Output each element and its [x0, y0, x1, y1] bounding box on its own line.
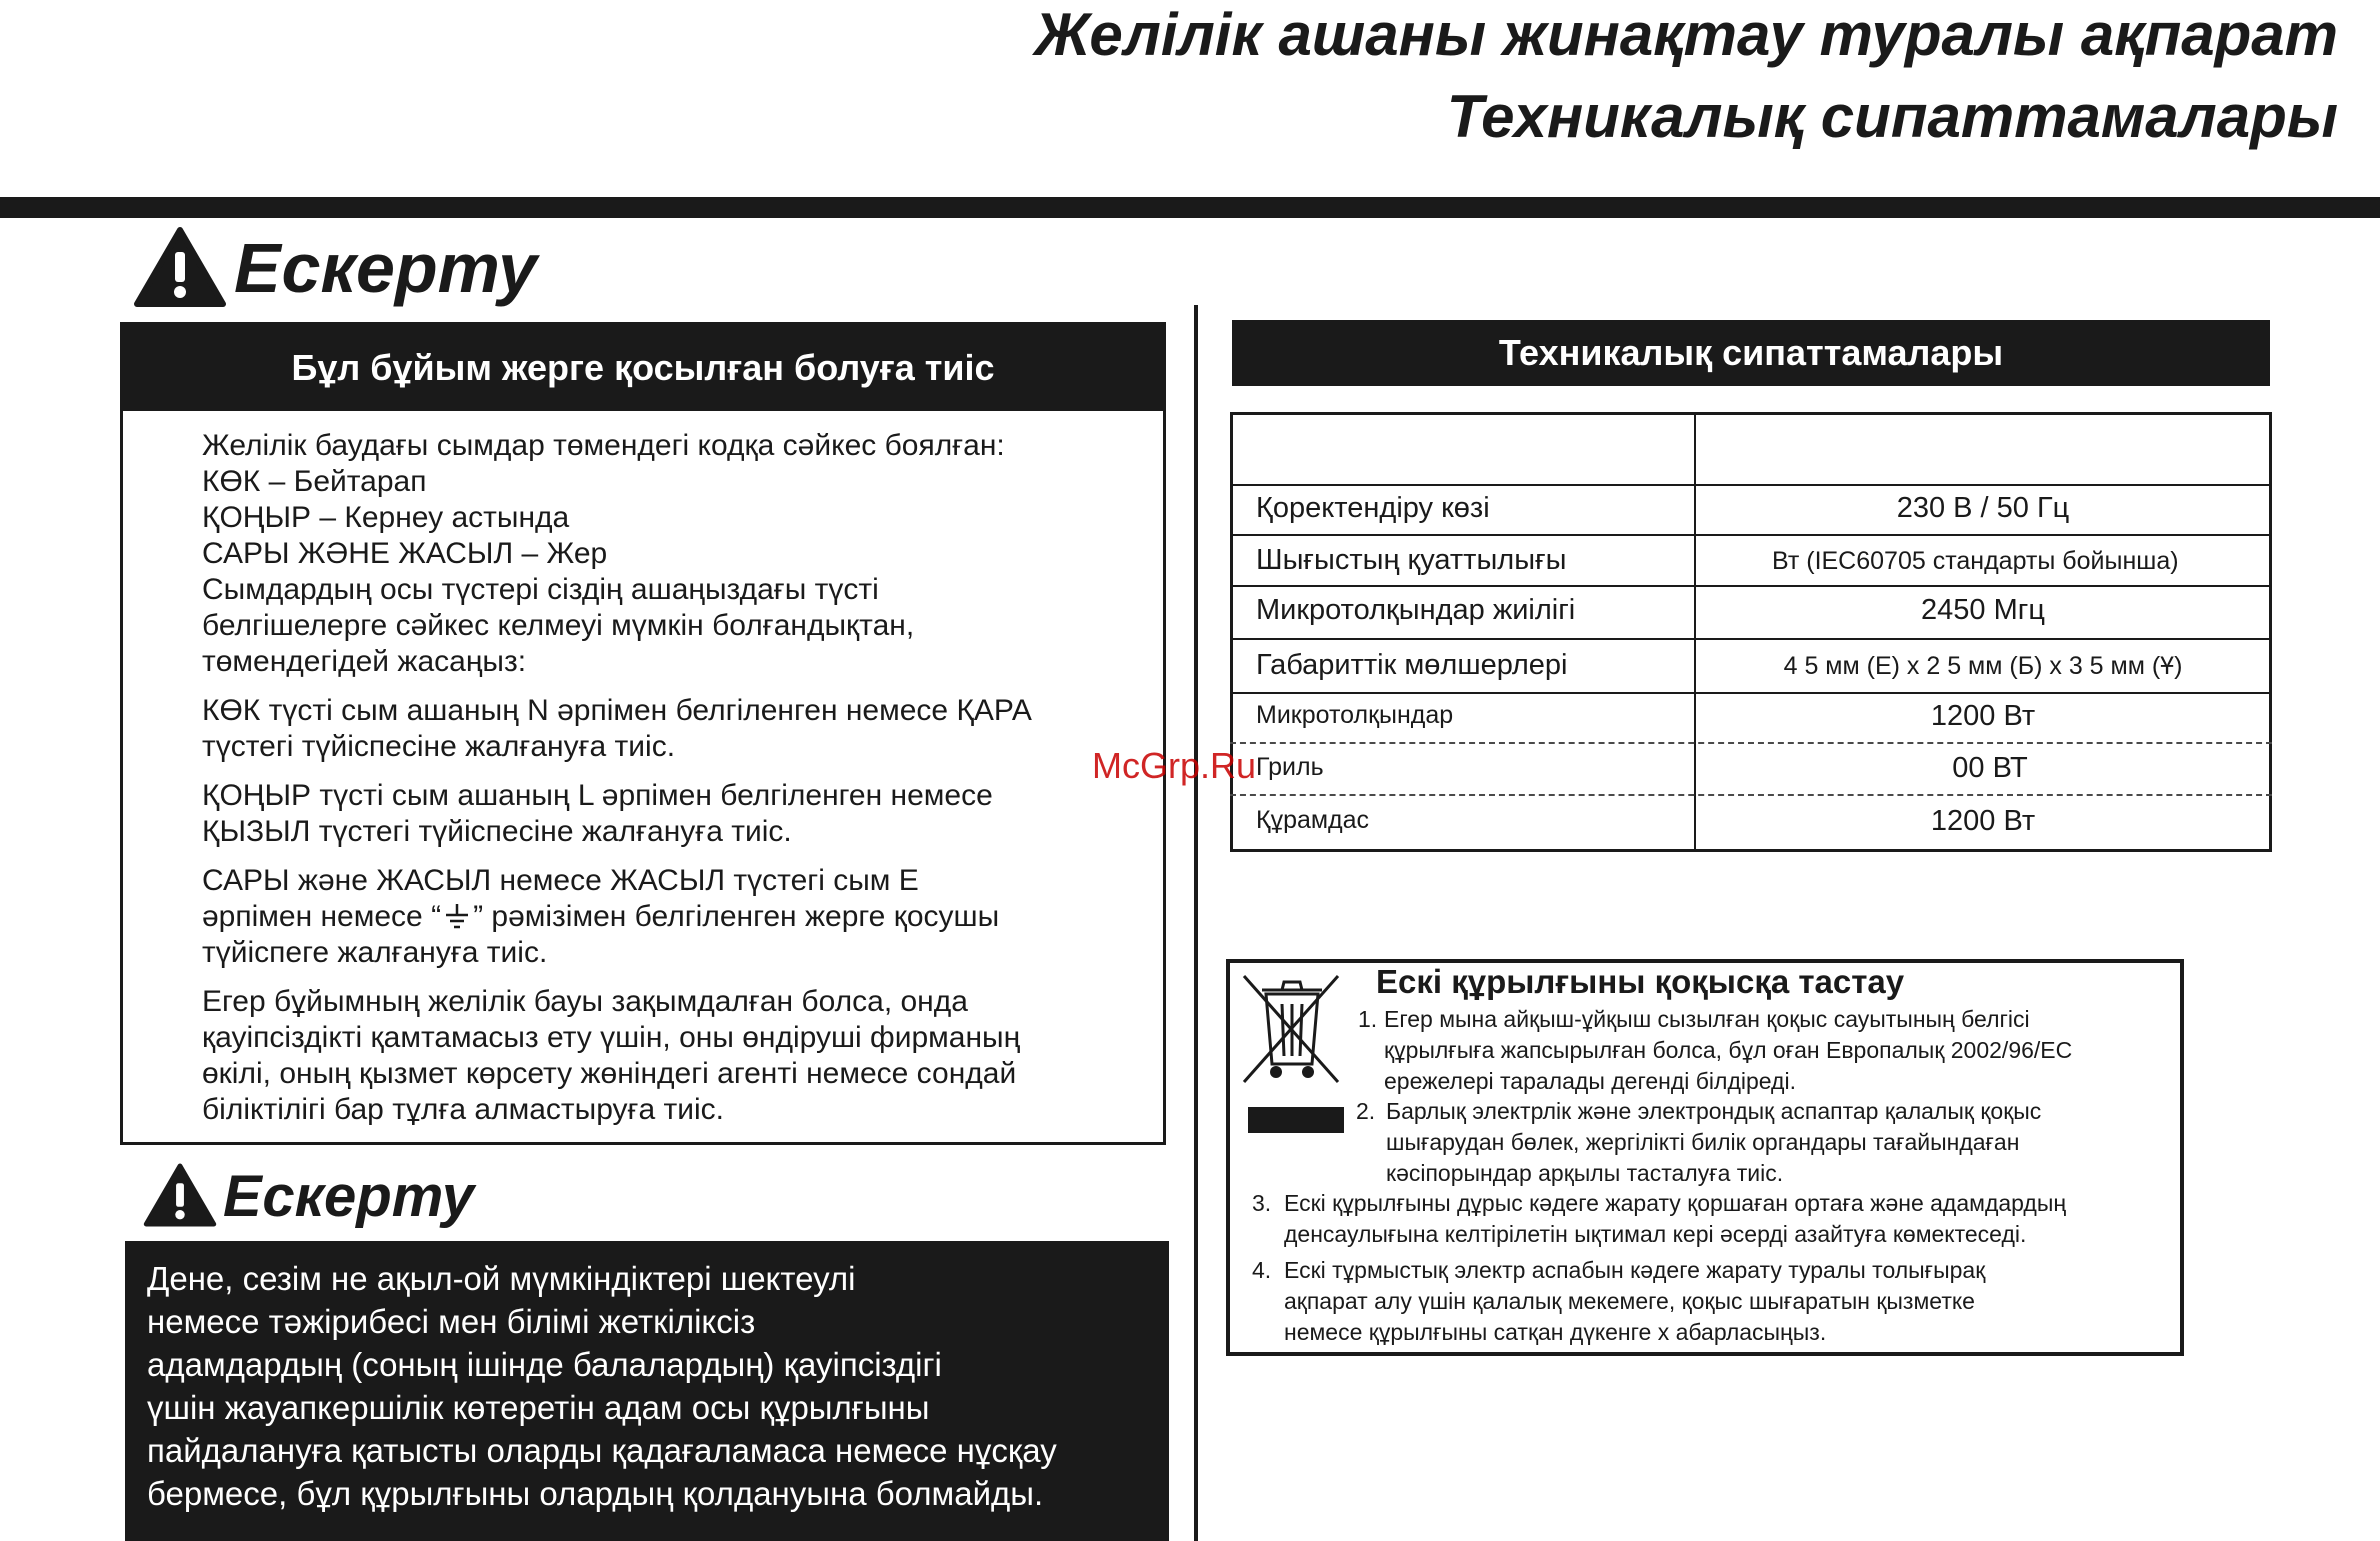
disposal-item-line: Ескі құрылғыны дұрыс кәдеге жарату қоршаған ортаға және адамдардың — [1284, 1190, 2067, 1216]
disposal-bar — [1248, 1107, 1344, 1133]
warning-line: Дене, сезім не ақыл-ой мүмкіндіктері шектеулі — [147, 1260, 856, 1297]
grounding-intro-line: белгішелерге сәйкес келмеуі мүмкін болғандықтан, — [202, 609, 915, 642]
grounding-earth-line: түйіспеге жалғануға тиіс. — [202, 936, 548, 969]
page-title-line2: Техникалық сипаттамалары — [1446, 83, 2338, 150]
spec-label: Шығыстың қуаттылығы — [1256, 544, 1567, 576]
earth-ground-icon — [443, 902, 471, 930]
grounding-intro-line: КӨК – Бейтарап — [202, 465, 427, 498]
grounding-intro-line: төмендегідей жасаңыз: — [202, 645, 527, 678]
caution-heading-top — [133, 226, 553, 310]
disposal-item-number: 1. — [1358, 1006, 1378, 1032]
grounding-intro-line: ҚОҢЫР – Кернеу астында — [202, 501, 570, 534]
caution-heading-bottom — [143, 1162, 523, 1234]
disposal-item — [1358, 1004, 2072, 1097]
grounding-brown-wire — [202, 778, 1142, 850]
disposal-item-line: Барлық электрлік және электрондық аспаптар қалалық қоқыс — [1386, 1098, 2042, 1124]
disposal-item-line: ақпарат алу үшін қалалық мекемеге, қоқыс шығаратын қызметке — [1284, 1288, 1975, 1314]
disposal-item-number: 2. — [1356, 1098, 1376, 1124]
grounding-blue-line: түстегі түйіспесіне жалғануға тиіс. — [202, 730, 676, 763]
specs-row-divider — [1230, 692, 2272, 694]
spec-value: 1200 Вт — [1930, 805, 2036, 837]
caution-label-top: Ескерту — [234, 229, 538, 307]
spec-value: 4 5 мм (Е) х 2 5 мм (Б) х 3 5 мм (Ұ) — [1783, 652, 2183, 680]
warning-line: немесе тәжірибесі мен білімі жеткіліксіз — [147, 1303, 756, 1340]
specs-row-divider — [1230, 638, 2272, 640]
warning-triangle-icon — [133, 226, 227, 308]
grounding-body — [202, 428, 1142, 1141]
specs-row-divider — [1230, 585, 2272, 587]
grounding-intro-line: Желілік баудағы сымдар төмендегі кодқа сәйкес боялған: — [202, 429, 1005, 462]
grounding-damaged-line: өкілі, оның қызмет көрсету жөніндегі агенті немесе сондай — [202, 1057, 1017, 1090]
disposal-item-line: кәсіпорындар арқылы тасталуға тиіс. — [1386, 1160, 1784, 1186]
grounding-heading: Бұл бұйым жерге қосылған болуға тиіс — [123, 325, 1163, 411]
spec-label: Микротолқындар — [1256, 701, 1454, 729]
grounding-blue-line: КӨК түсті сым ашаның N әрпімен белгіленген немесе ҚАРА — [202, 694, 1032, 727]
grounding-earth-wire — [202, 863, 1142, 971]
header-rule — [0, 197, 2380, 218]
warning-line: бермесе, бұл құрылғыны олардың қолдануына болмайды. — [147, 1475, 1044, 1512]
disposal-item — [1356, 1096, 2041, 1189]
disposal-item-line: шығарудан бөлек, жергілікті билік органдары тағайындаған — [1386, 1129, 2020, 1155]
grounding-blue-wire — [202, 693, 1142, 765]
warning-line: пайдалануға қатысты оларды қадағаламаса немесе нұсқау — [147, 1432, 1057, 1469]
grounding-intro — [202, 428, 1142, 680]
grounding-earth-line: САРЫ және ЖАСЫЛ немесе ЖАСЫЛ түстегі сым E — [202, 864, 919, 897]
disposal-item-line: Егер мына айқыш-ұйқыш сызылған қоқыс сауытының белгісі — [1384, 1006, 2030, 1032]
spec-value: 230 В / 50 Гц — [1896, 492, 2070, 524]
grounding-intro-line: Сымдардың осы түстері сіздің ашаңыздағы түсті — [202, 573, 879, 606]
specs-row-divider — [1230, 794, 2272, 796]
disposal-item-line: немесе құрылғыны сатқан дүкенге х абарласыңыз. — [1284, 1319, 1827, 1345]
specs-heading: Техникалық сипаттамалары — [1232, 320, 2270, 386]
spec-label: Қоректендіру көзі — [1256, 492, 1490, 524]
grounding-brown-line: ҚЫЗЫЛ түстегі түйіспесіне жалғануға тиіс. — [202, 815, 792, 848]
disposal-item-number: 4. — [1252, 1257, 1272, 1283]
crossed-out-wheelie-bin-icon — [1236, 968, 1346, 1090]
disposal-item-line: ережелері таралады дегенді білдіреді. — [1384, 1068, 1796, 1094]
caution-label-bottom: Ескерту — [223, 1164, 475, 1229]
spec-label: Құрамдас — [1256, 806, 1370, 834]
spec-value: Вт (IEC60705 стандарты бойынша) — [1772, 547, 2179, 575]
warning-triangle-icon — [143, 1162, 217, 1228]
spec-value: 2450 Мгц — [1921, 594, 2045, 626]
warning-line: адамдардың (соның ішінде балалардың) қауіпсіздігі — [147, 1346, 942, 1383]
disposal-item — [1252, 1255, 1985, 1348]
spec-value: 1200 Вт — [1930, 700, 2036, 732]
column-divider — [1194, 305, 1198, 1541]
grounding-damaged-line: біліктілігі бар тұлға алмастыруға тиіс. — [202, 1093, 725, 1126]
supervision-warning-box — [125, 1241, 1169, 1541]
disposal-title: Ескі құрылғыны қоқысқа тастау — [1376, 963, 1905, 1000]
spec-value: 00 ВТ — [1952, 752, 2028, 784]
disposal-item — [1252, 1188, 2066, 1250]
watermark: McGrp.Ru — [1092, 745, 1257, 786]
spec-label: Микротолқындар жиілігі — [1256, 594, 1576, 626]
spec-label: Габариттік мөлшерлері — [1256, 649, 1568, 681]
grounding-earth-line2-after: ” рәмізімен белгіленген жерге қосушы — [473, 900, 1000, 933]
specs-column-divider — [1694, 412, 1696, 852]
grounding-earth-line2-before: әрпімен немесе “ — [202, 900, 442, 933]
disposal-item-line: денсаулығына келтірілетін ықтимал кері әсерді азайтуға көмектеседі. — [1284, 1221, 2027, 1247]
grounding-damaged-cord — [202, 984, 1142, 1128]
disposal-item-number: 3. — [1252, 1190, 1272, 1216]
specs-row-divider — [1230, 534, 2272, 536]
spec-label: Гриль — [1256, 753, 1324, 781]
specs-row-divider — [1230, 742, 2272, 744]
disposal-item-line: Ескі тұрмыстық электр аспабын кәдеге жарату туралы толығырақ — [1284, 1257, 1986, 1283]
warning-line: үшін жауапкершілік көтеретін адам осы құрылғыны — [147, 1389, 930, 1426]
grounding-brown-line: ҚОҢЫР түсті сым ашаның L әрпімен белгіленген немесе — [202, 779, 993, 812]
grounding-damaged-line: Егер бұйымның желілік бауы зақымдалған болса, онда — [202, 985, 968, 1018]
grounding-earth-line2 — [202, 899, 1142, 935]
disposal-item-line: құрылғыға жапсырылған болса, бұл оған Европалық 2002/96/ЕС — [1384, 1037, 2073, 1063]
grounding-intro-line: САРЫ ЖӘНЕ ЖАСЫЛ – Жер — [202, 537, 608, 570]
specs-table — [1230, 412, 2272, 852]
page-title-line1: Желілік ашаны жинақтау туралы ақпарат — [1034, 1, 2338, 68]
specs-row-divider — [1230, 484, 2272, 486]
grounding-damaged-line: қауіпсіздікті қамтамасыз ету үшін, оны өндіруші фирманың — [202, 1021, 1021, 1054]
